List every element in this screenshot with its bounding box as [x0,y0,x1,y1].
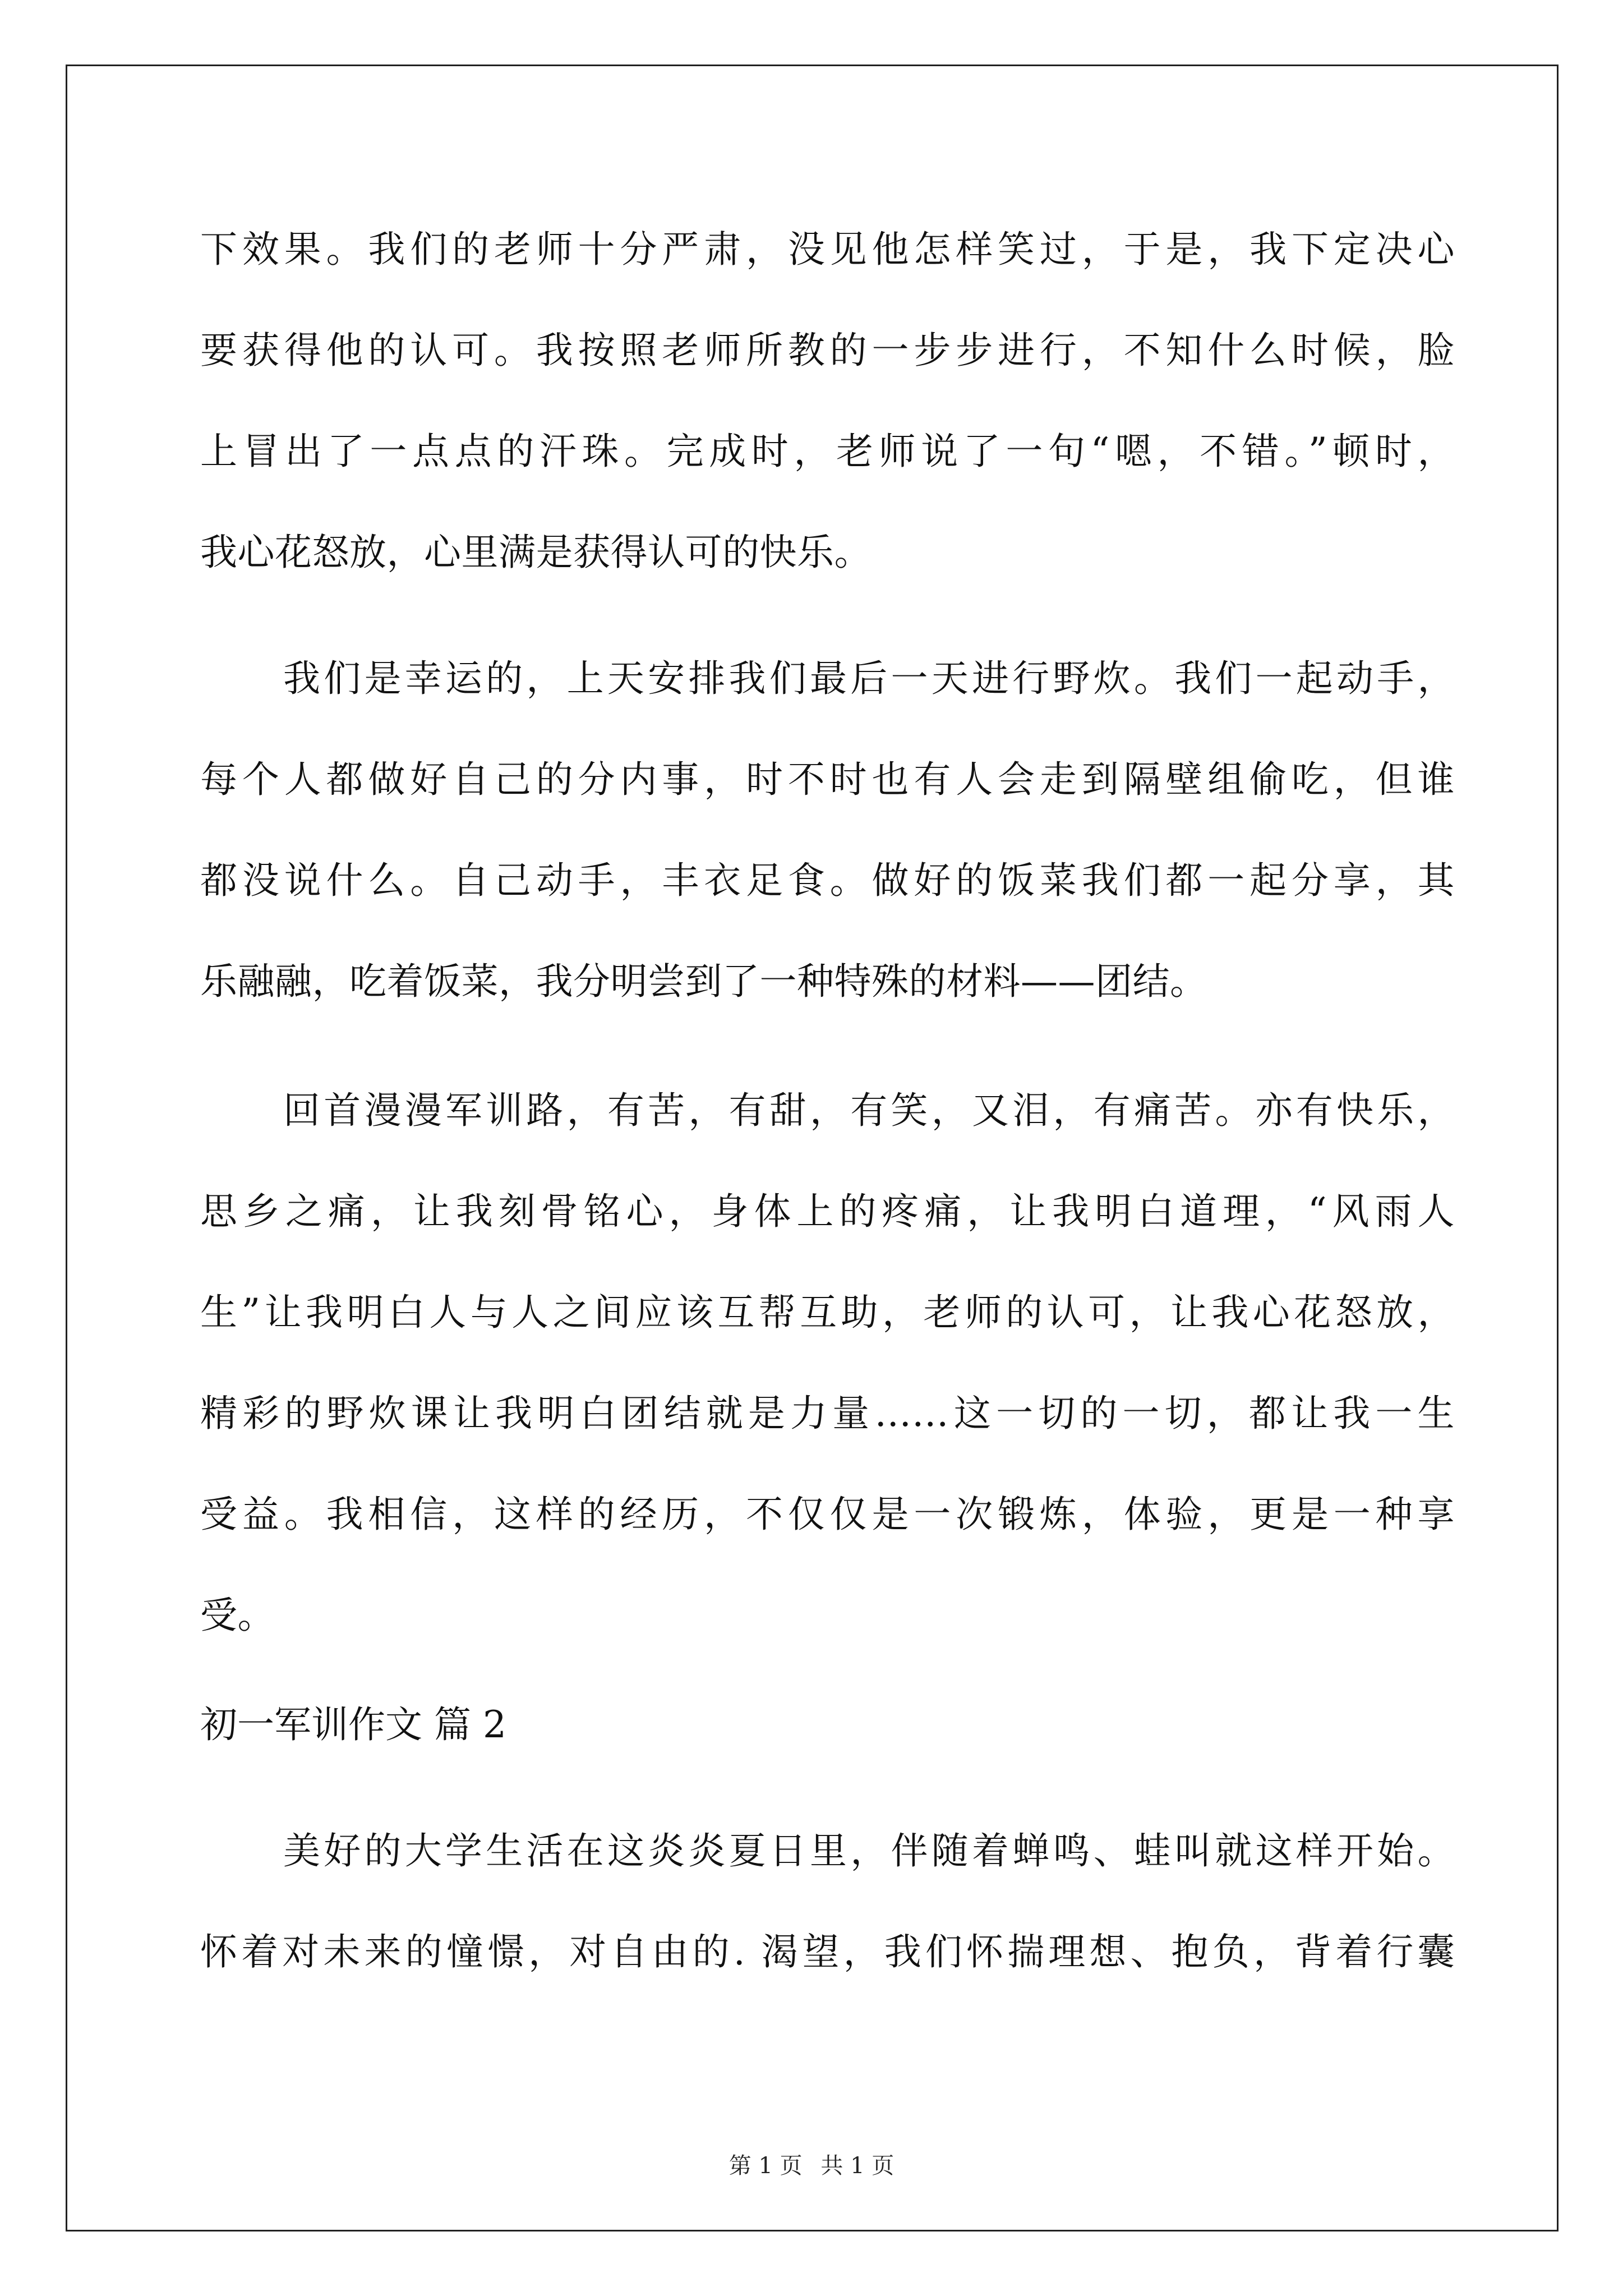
text-line: 生”让我明白人与人之间应该互帮互助，老师的认可，让我心花怒放， [200,1291,1455,1334]
text-line: 精彩的野炊课让我明白团结就是力量……这一切的一切，都让我一生 [200,1392,1455,1435]
text-line: 每个人都做好自己的分内事，时不时也有人会走到隔壁组偷吃，但谁 [200,758,1455,801]
text-line: 我们是幸运的，上天安排我们最后一天进行野炊。我们一起动手， [283,657,1455,700]
text-line: 美好的大学生活在这炎炎夏日里，伴随着蝉鸣、蛙叫就这样开始。 [283,1829,1455,1872]
page-total: 共 1 页 [820,2153,895,2179]
text-line: 受益。我相信，这样的经历，不仅仅是一次锻炼，体验，更是一种享 [200,1493,1455,1536]
page-footer [0,2152,1623,2180]
text-line: 思乡之痛，让我刻骨铭心，身体上的疼痛，让我明白道理，“风雨人 [200,1190,1455,1233]
text-line: 回首漫漫军训路，有苦，有甜，有笑，又泪，有痛苦。亦有快乐， [283,1089,1455,1132]
text-line: 下效果。我们的老师十分严肃，没见他怎样笑过，于是，我下定决心 [200,228,1455,271]
text-line: 乐融融，吃着饭菜，我分明尝到了一种特殊的材料——团结。 [200,960,1207,1003]
page-number: 第 1 页 [728,2153,803,2179]
text-line: 受。 [200,1594,275,1637]
text-line: 都没说什么。自己动手，丰衣足食。做好的饭菜我们都一起分享，其 [200,859,1455,902]
text-line: 上冒出了一点点的汗珠。完成时，老师说了一句“嗯，不错。”顿时， [200,430,1455,473]
text-line: 我心花怒放，心里满是获得认可的快乐。 [200,531,872,574]
section-heading: 初一军训作文 篇 2 [200,1703,506,1746]
page-border [66,65,1559,2231]
text-line: 要获得他的认可。我按照老师所教的一步步进行，不知什么时候，脸 [200,329,1455,372]
text-line: 怀着对未来的憧憬，对自由的. 渴望，我们怀揣理想、抱负，背着行囊 [200,1930,1455,1973]
